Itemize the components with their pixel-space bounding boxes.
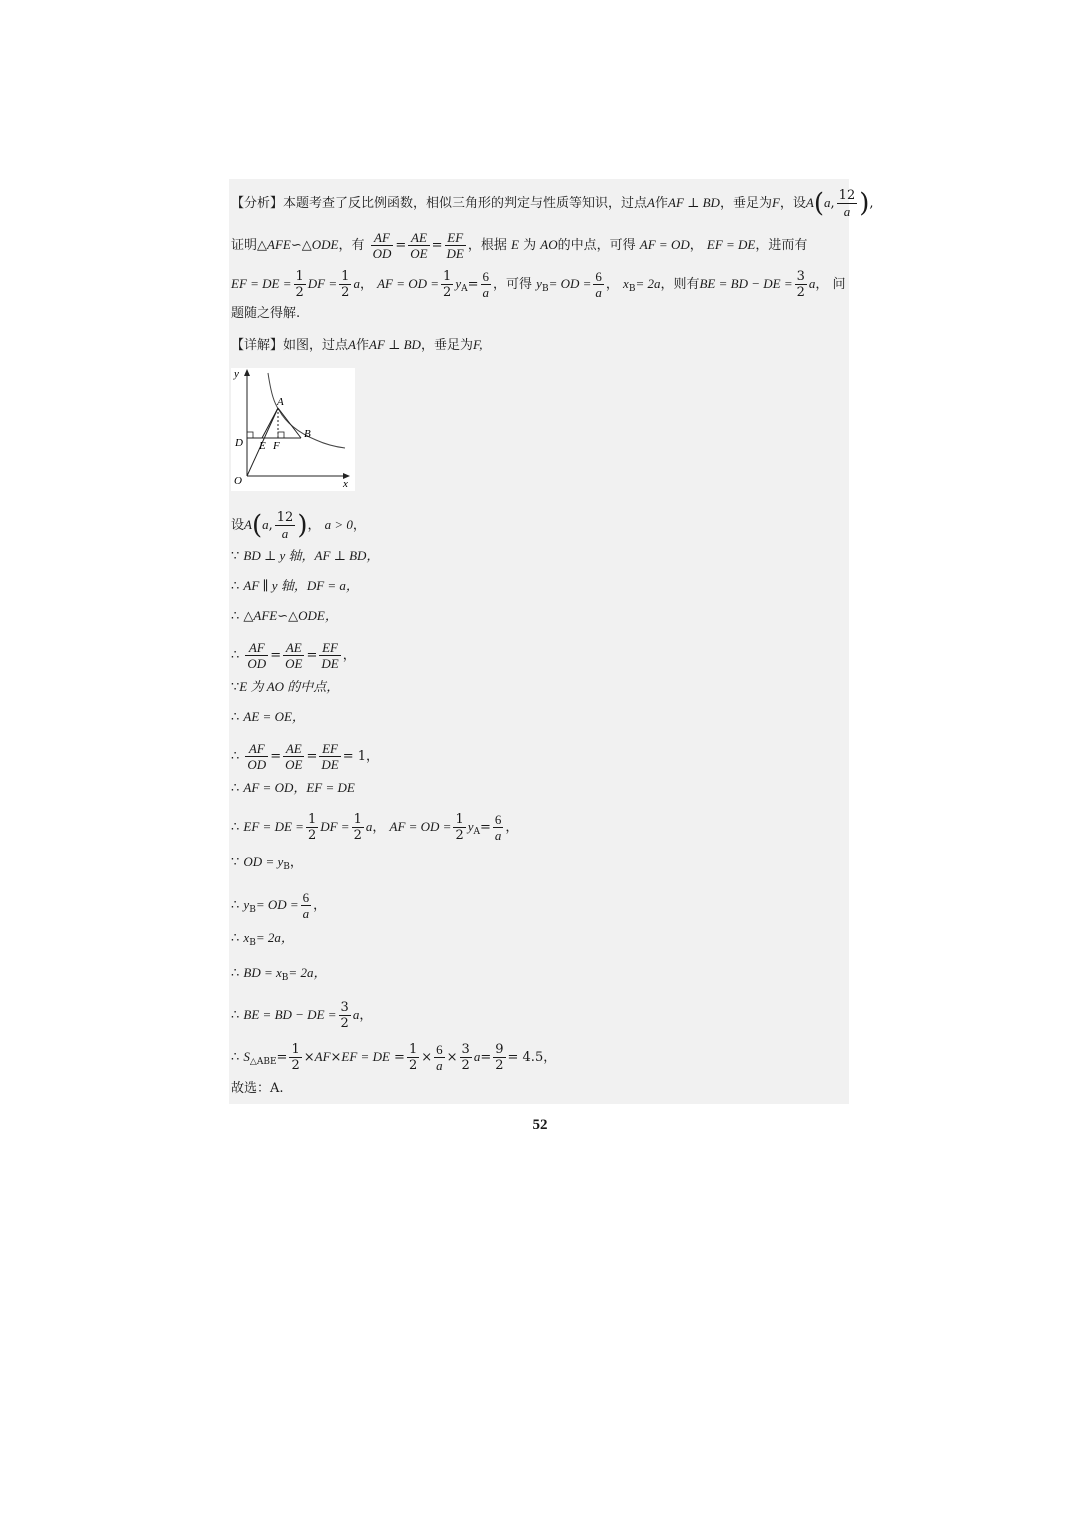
step-10: ∴ EF = DE = $\frac{1}{2}$ DF = $\frac{1}{2}$ a， AF = OD = $\frac{1}{2}$ $y_A=$ $\frac{6}{a}$ ， (231, 812, 519, 843)
label-e: E (259, 440, 266, 452)
frac-ef-de: $\frac{EF}{DE}$ (446, 230, 464, 261)
step-3: ∴ AF ∥ y 轴，DF = a， (231, 578, 359, 594)
label-f: F (273, 440, 280, 452)
segment-ab (278, 408, 301, 438)
analysis-line-3: EF = DE = $\frac{1}{2}$ DF = $\frac{1}{2}$ a， AF = OD = $\frac{1}{2}$ $y_A=$ $\frac{6}{a}$ ，可得 $y_B=$ OD = $\frac{6}{a}$ ， $x_B= 2a$，则有BE = BD − DE = $\frac{3}{2}$ a， 问 (231, 269, 846, 300)
step-11: ∵ OD = $y_B$， (231, 854, 303, 872)
frac-12-over-a: $\frac{12}{a}$ (838, 188, 856, 219)
label-y: y (234, 368, 239, 380)
step-15: ∴ BE = BD − DE = $\frac{3}{2}$ a， (231, 1000, 373, 1031)
frac-ae-oe: $\frac{AE}{OE}$ (410, 230, 428, 261)
step-4: ∴ △AFE∽△ODE， (231, 608, 338, 624)
geometry-figure (231, 368, 355, 491)
step-16: ∴ $S_{\triangle ABE}=$ $\frac{1}{2}$ ×AF×EF = DE = $\frac{1}{2}$ × $\frac{6}{a}$ × $\frac{3}{2}$ a= $\frac{9}{2}$ = 4.5， (231, 1042, 557, 1073)
detail-line: 【详解】如图，过点A作AF ⊥ BD，垂足为F, (231, 337, 483, 353)
step-12: ∴ $y_B=$ OD = $\frac{6}{a}$ ， (231, 890, 327, 921)
step-7: ∴ AE = OE， (231, 709, 305, 725)
label-b: B (304, 428, 311, 440)
label-o: O (234, 475, 242, 487)
segment-ea (262, 408, 278, 438)
label-d: D (235, 437, 243, 449)
step-8: ∴ $\frac{AF}{OD}$ = $\frac{AE}{OE}$ = $\frac{EF}{DE}$ = 1， (231, 741, 380, 772)
frac-af-od: $\frac{AF}{OD}$ (372, 230, 392, 261)
analysis-line-1: 【分析】本题考查了反比例函数，相似三角形的判定与性质等知识，过点A作AF ⊥ BD，垂足为F，设A(a, $\frac{12}{a}$ ), (231, 188, 874, 219)
right-angle-d (247, 432, 253, 438)
figure-svg (231, 368, 355, 491)
step-9: ∴ AF = OD，EF = DE (231, 780, 355, 796)
detail-label: 【详解】 (231, 338, 284, 353)
step-13: ∴ $x_B= 2a$， (231, 930, 294, 948)
step-set-a: 设A(a, $\frac{12}{a}$ )， a > 0， (231, 510, 366, 541)
step-6: ∵E 为 AO 的中点， (231, 679, 340, 695)
right-angle-f (278, 432, 284, 438)
analysis-line-2: 证明△AFE∽△ODE，有 $\frac{AF}{OD}$ = $\frac{AE}{OE}$ = $\frac{EF}{DE}$ ，根据 E 为 AO的中点，可得 AF = OD， EF = DE，进而有 (231, 230, 808, 261)
step-14: ∴ BD = $x_B= 2a$， (231, 965, 327, 983)
page-number: 52 (532, 1117, 548, 1133)
analysis-line-4: 题随之得解. (231, 306, 301, 321)
step-5: ∴ $\frac{AF}{OD}$ = $\frac{AE}{OE}$ = $\frac{EF}{DE}$ ， (231, 640, 356, 671)
step-2: ∵ BD ⊥ y 轴，AF ⊥ BD， (231, 548, 380, 564)
analysis-label: 【分析】 (231, 196, 284, 211)
step-answer: 故选：A. (231, 1081, 284, 1096)
label-x: x (343, 478, 348, 490)
label-a: A (277, 396, 284, 408)
